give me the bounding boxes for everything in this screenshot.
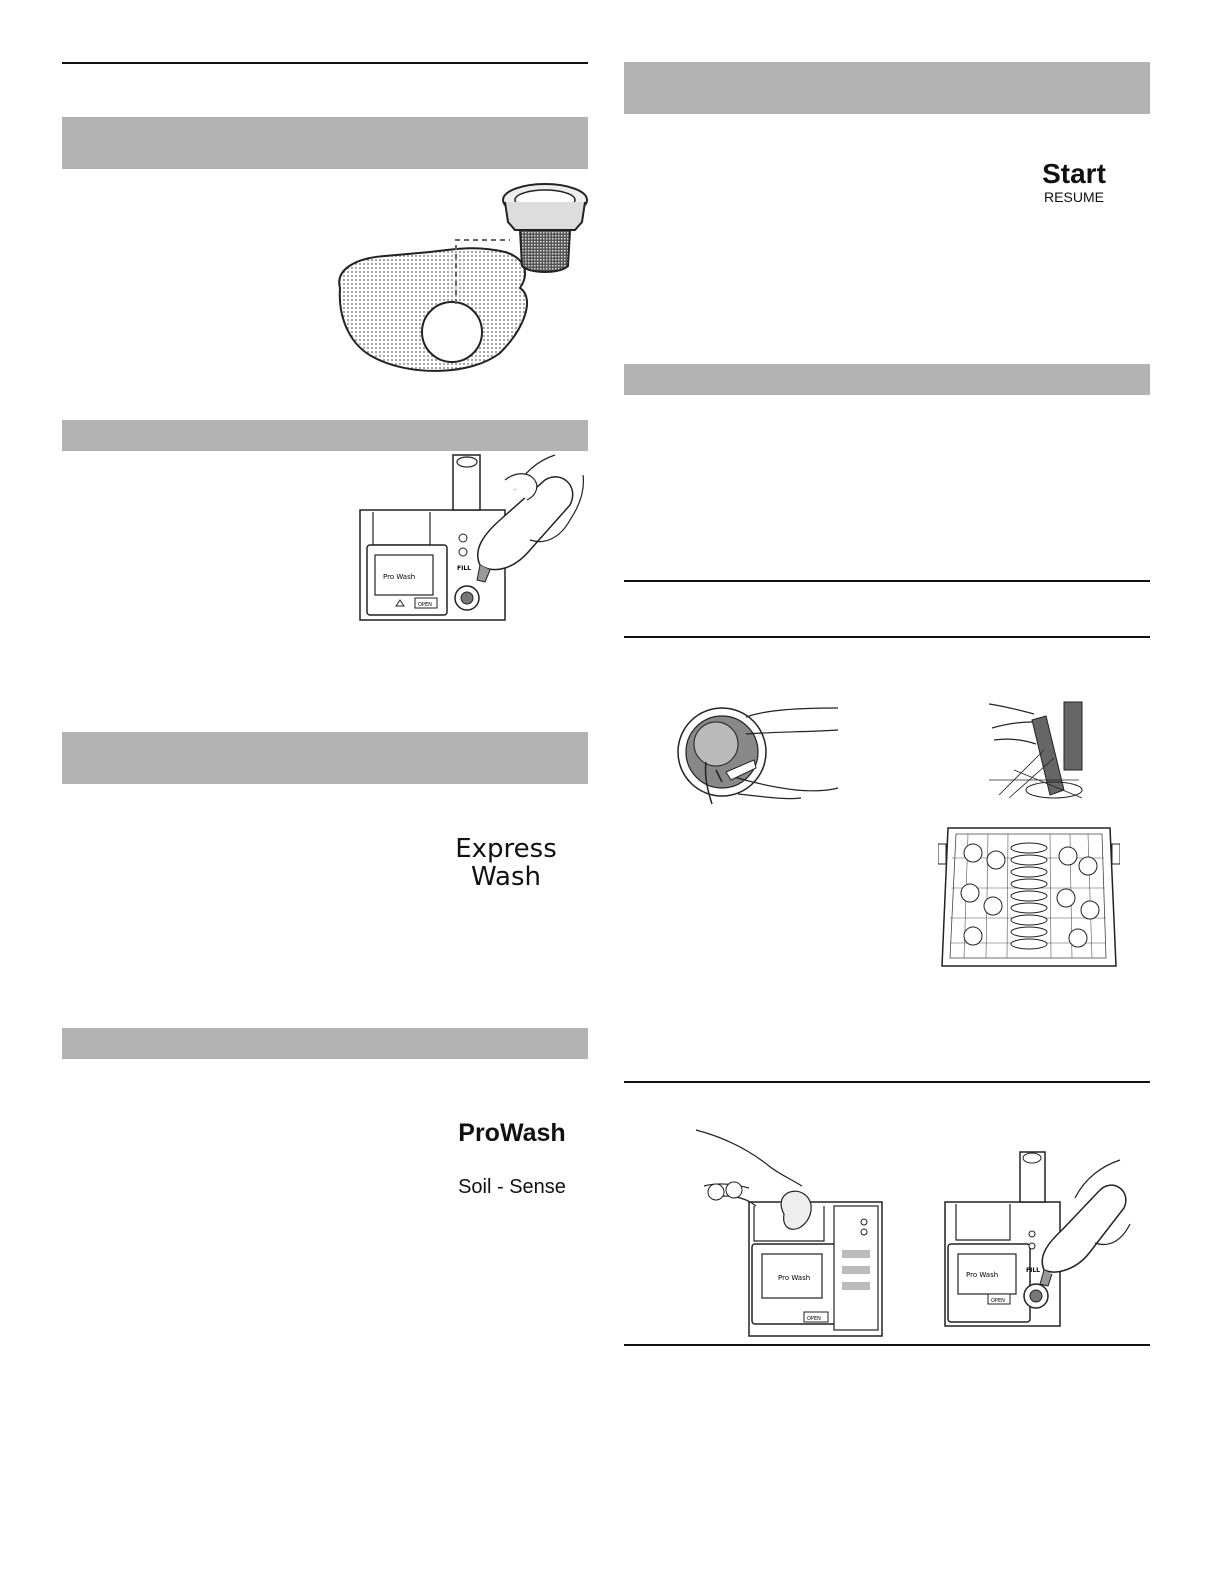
glasses-loading-illustration [984,700,1086,802]
filter-illustration [330,178,590,384]
plate-scraping-illustration [676,702,842,810]
rinse-window-label: Pro Wash [966,1271,999,1279]
dispenser-illustration [355,450,590,630]
dish-rack-illustration [938,818,1120,980]
packet-window-label: Pro Wash [778,1274,811,1282]
plate-scraping-icon [676,702,842,810]
soil-sense-control: Soil - Sense [458,1176,566,1198]
section-header-band [62,117,588,169]
bottom-rule-right [624,1344,1150,1346]
divider-rule [624,636,1150,638]
express-wash-line2: Wash [470,862,541,892]
dish-rack-icon [938,818,1120,980]
filter-icon [330,178,590,384]
dispenser-icon [694,1126,890,1340]
top-rule-left [62,62,588,64]
dispenser-rinse-illustration [940,1148,1136,1338]
divider-rule [624,1081,1150,1083]
start-title: Start [1042,158,1106,189]
dispenser-window-label: Pro Wash [383,573,416,581]
dispenser-fill-label: FILL [457,565,471,572]
dispenser-open-button-label: OPEN [418,602,432,608]
rinse-fill-label: FILL [1026,1267,1040,1274]
section-header-band [62,420,588,451]
resume-subtitle: RESUME [1044,189,1104,205]
section-header-band [624,62,1150,114]
rinse-open-button-label: OPEN [991,1298,1005,1304]
divider-rule [624,580,1150,582]
dispenser-icon [940,1148,1136,1338]
section-header-band [624,364,1150,395]
dispenser-packet-illustration [694,1126,890,1340]
prowash-control: ProWash [458,1119,566,1147]
packet-open-button-label: OPEN [807,1316,821,1322]
section-header-band [62,732,588,784]
express-wash-line1: Express [455,834,557,864]
section-header-band [62,1028,588,1059]
start-resume-control [1030,160,1118,204]
glasses-loading-icon [984,700,1086,802]
express-wash-control [440,836,572,890]
dispenser-icon [355,450,590,630]
